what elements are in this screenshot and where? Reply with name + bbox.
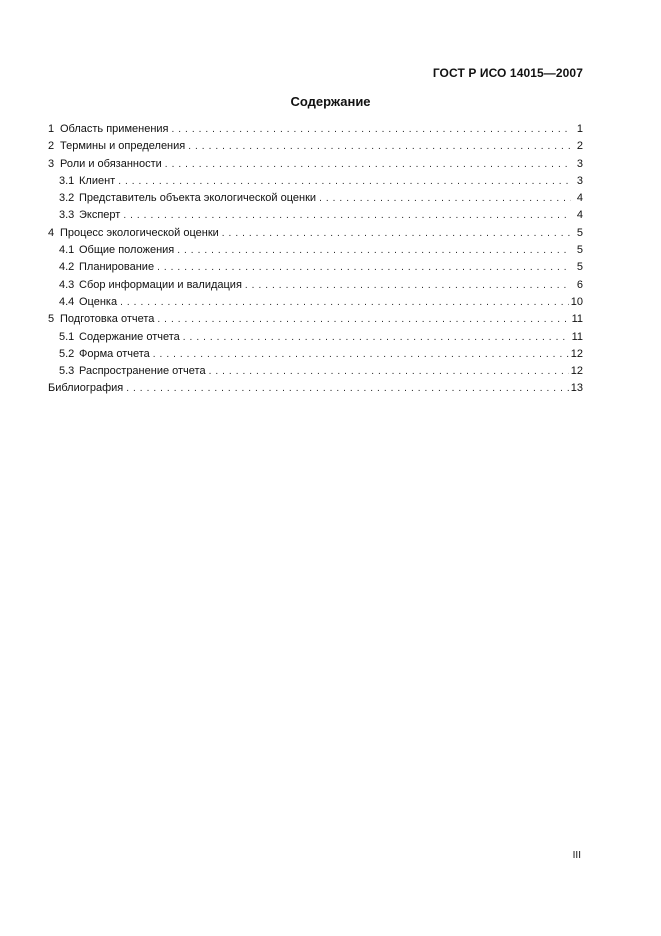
toc-entry-label: Эксперт <box>79 209 121 222</box>
toc-entry[interactable] <box>48 173 583 190</box>
toc-entry-number: 4.1 <box>59 244 75 257</box>
toc-entry-label: Библиография <box>48 382 124 395</box>
toc-entry-number: 5.1 <box>59 330 75 343</box>
toc-entry-page: 12 <box>570 347 583 360</box>
toc-entry-number: 5 <box>48 313 55 326</box>
leader-dots <box>222 225 571 242</box>
toc-entry-number: 4.3 <box>59 278 75 291</box>
toc-entry-number: 3 <box>48 157 55 170</box>
toc-entry-number: 4 <box>48 226 55 239</box>
toc-entry-page: 4 <box>576 192 583 205</box>
toc-entry[interactable] <box>48 190 583 207</box>
toc-entry-page: 13 <box>570 382 583 395</box>
toc-entry[interactable] <box>48 156 583 173</box>
toc-entry-number: 3.3 <box>59 209 75 222</box>
toc-entry[interactable] <box>48 225 583 242</box>
toc-entry-number: 5.2 <box>59 347 75 360</box>
leader-dots <box>126 380 569 397</box>
leader-dots <box>118 173 571 190</box>
toc-entry-page: 12 <box>570 365 583 378</box>
leader-dots <box>165 156 571 173</box>
toc-entry-label: Оценка <box>79 295 118 308</box>
toc-entry-label: Сбор информации и валидация <box>79 278 242 291</box>
toc-entry-page: 11 <box>571 330 583 343</box>
toc-entry-number: 4.4 <box>59 295 75 308</box>
leader-dots <box>319 190 571 207</box>
toc-entry-label: Содержание отчета <box>79 330 180 343</box>
toc-entry-page: 10 <box>570 295 583 308</box>
toc-entry-number: 3.1 <box>59 174 75 187</box>
leader-dots <box>177 242 571 259</box>
toc-entry[interactable] <box>48 294 583 311</box>
toc-entry-label: Клиент <box>79 174 116 187</box>
toc-entry-page: 5 <box>576 261 583 274</box>
toc-entry[interactable] <box>48 259 583 276</box>
table-of-contents <box>48 121 583 398</box>
leader-dots <box>157 259 571 276</box>
toc-entry-page: 2 <box>576 140 583 153</box>
toc-entry-label: Представитель объекта экологической оценки <box>79 192 317 205</box>
toc-entry-page: 4 <box>576 209 583 222</box>
toc-entry-page: 5 <box>576 226 583 239</box>
toc-entry-number: 1 <box>48 123 55 135</box>
leader-dots <box>188 138 571 155</box>
toc-entry-label: Общие положения <box>79 244 175 257</box>
toc-entry-page: 3 <box>576 157 583 170</box>
toc-entry[interactable] <box>48 242 583 259</box>
toc-entry[interactable] <box>48 277 583 294</box>
toc-entry-label: Процесс экологической оценки <box>60 226 219 239</box>
leader-dots <box>183 329 570 346</box>
toc-entry-label: Термины и определения <box>60 140 186 153</box>
toc-entry-page: 1 <box>576 123 583 135</box>
toc-entry-label: Распространение отчета <box>79 365 206 378</box>
toc-entry-bibliography[interactable] <box>48 380 583 397</box>
leader-dots <box>157 311 569 328</box>
toc-entry[interactable] <box>48 138 583 155</box>
toc-entry-label: Форма отчета <box>79 347 150 360</box>
toc-entry[interactable] <box>48 363 583 380</box>
leader-dots <box>153 346 569 363</box>
leader-dots <box>245 277 571 294</box>
document-header: ГОСТ Р ИСО 14015—2007 <box>432 66 583 80</box>
toc-entry[interactable] <box>48 329 583 346</box>
toc-entry-page: 6 <box>576 278 583 291</box>
toc-entry-number: 3.2 <box>59 192 75 205</box>
toc-entry[interactable] <box>48 121 583 138</box>
toc-entry-number: 4.2 <box>59 261 75 274</box>
toc-entry-number: 5.3 <box>59 365 75 378</box>
toc-entry-page: 5 <box>576 244 583 257</box>
leader-dots <box>172 121 572 138</box>
leader-dots <box>209 363 569 380</box>
toc-entry-page: 3 <box>576 174 583 187</box>
toc-entry[interactable] <box>48 346 583 363</box>
toc-entry-label: Область применения <box>60 123 169 135</box>
toc-entry-label: Планирование <box>79 261 155 274</box>
page-number: III <box>572 850 581 861</box>
toc-entry[interactable] <box>48 207 583 224</box>
leader-dots <box>120 294 569 311</box>
toc-entry-label: Подготовка отчета <box>60 313 155 326</box>
toc-entry-page: 11 <box>571 313 583 326</box>
toc-title: Содержание <box>290 94 371 109</box>
toc-entry[interactable] <box>48 311 583 328</box>
toc-entry-label: Роли и обязанности <box>60 157 162 170</box>
leader-dots <box>123 207 571 224</box>
toc-entry-number: 2 <box>48 140 55 153</box>
